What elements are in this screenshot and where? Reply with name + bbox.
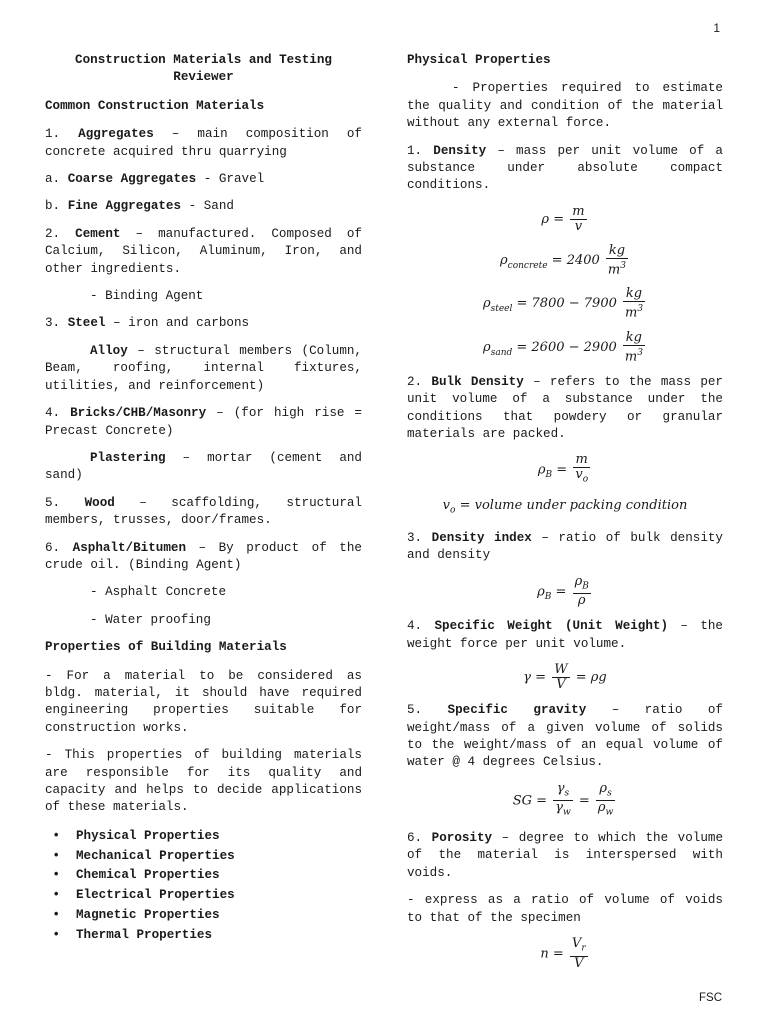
item-steel: 3. Steel – iron and carbons — [45, 316, 250, 331]
note-asphalt-concrete: - Asphalt Concrete — [90, 585, 227, 600]
item-density-index: 3. Density index – ratio of bulk density and density — [407, 531, 723, 563]
properties-heading: Properties of Building Materials — [45, 640, 287, 655]
equation-density: ρ = $\frac{m}{v}$ — [541, 203, 585, 234]
equation-density-steel: $\rho_{steel} = 7800 - 7900$ $\frac{kg}{m^3}$ — [482, 286, 644, 321]
bullet-icon: • — [54, 887, 59, 902]
item-specific-weight: 4. Specific Weight (Unit Weight) – the weight force per unit volume. — [407, 619, 723, 651]
right-column — [407, 52, 723, 981]
item-cement: 2. Cement – manufactured. Composed of Calcium, Silicon, Aluminum, Iron, and other ingredients. — [45, 226, 362, 276]
item-alloy: Alloy – structural members (Column, Beam, roofing, internal fixtures, utilities, and reinforcement) — [45, 343, 362, 393]
item-asphalt: 6. Asphalt/Bitumen – By product of the crude oil. (Binding Agent) — [45, 540, 362, 572]
properties-paragraph-2: - This properties of building materials are responsible for its quality and capacity and helps to decide applications of these materials. — [45, 748, 362, 815]
note-binding-agent: - Binding Agent — [90, 289, 204, 304]
item-aggregates: 1. Aggregates – main composition of concrete acquired thru quarrying — [45, 127, 362, 159]
physical-intro: - Properties required to estimate the quality and condition of the material without any external force. — [407, 81, 723, 131]
page-number: 1 — [713, 21, 720, 35]
equation-porosity: n = $\frac{V_r}{V}$ — [540, 936, 586, 971]
footer-initials: FSC — [699, 992, 722, 1004]
item-bricks: 4. Bricks/CHB/Masonry – (for high rise = Precast Concrete) — [45, 406, 362, 438]
list-item: • Mechanical Properties — [45, 847, 362, 867]
list-item: • Magnetic Properties — [45, 906, 362, 926]
bullet-icon: • — [54, 867, 59, 882]
list-item: • Chemical Properties — [45, 866, 362, 886]
list-item: • Physical Properties — [45, 827, 362, 847]
bullet-icon: • — [54, 907, 59, 921]
left-column — [45, 52, 362, 946]
item-density: 1. Density – mass per unit volume of a substance under absolute compact conditions. — [407, 143, 723, 193]
equation-specific-weight: γ = $\frac{W}{V}$ = ρg — [523, 662, 607, 693]
item-fine-aggregates: b. Fine Aggregates - Sand — [45, 199, 234, 214]
properties-list — [45, 827, 362, 946]
bullet-icon: • — [54, 847, 59, 862]
equation-packing-volume: $v_o$ = volume under packing condition — [442, 498, 688, 516]
list-item: • Electrical Properties — [45, 886, 362, 906]
note-water-proofing: - Water proofing — [90, 612, 211, 627]
porosity-note: - express as a ratio of volume of voids to that of the specimen — [407, 893, 723, 925]
bullet-icon: • — [54, 827, 59, 842]
common-materials-heading: Common Construction Materials — [45, 98, 265, 113]
document-title: Construction Materials and Testing Reviewer — [75, 53, 332, 85]
physical-properties-heading: Physical Properties — [407, 53, 551, 67]
item-porosity: 6. Porosity – degree to which the volume of the material is interspersed with voids. — [407, 831, 723, 880]
item-specific-gravity: 5. Specific gravity – ratio of weight/mass of a given volume of solids to the weight/mass of an equal volume of water @ 4 degrees Celsius. — [407, 703, 723, 770]
bullet-icon: • — [54, 926, 59, 941]
item-plastering: Plastering – mortar (cement and sand) — [45, 450, 362, 483]
equation-density-sand: $\rho_{sand} = 2600 - 2900$ $\frac{kg}{m^3}$ — [483, 329, 643, 364]
equation-density-concrete: $\rho_{concrete} = 2400$ $\frac{kg}{m^3}$ — [500, 242, 626, 278]
item-wood: 5. Wood – scaffolding, structural members, trusses, door/frames. — [45, 495, 362, 528]
item-bulk-density: 2. Bulk Density – refers to the mass per unit volume of a substance under the conditions that powdery or granular materials are packed. — [407, 374, 723, 442]
equation-bulk-density: $\rho_B$ = $\frac{m}{v_o}$ — [537, 452, 589, 486]
item-coarse-aggregates: a. Coarse Aggregates - Gravel — [45, 172, 265, 187]
properties-paragraph-1: - For a material to be considered as bldg. material, it should have required engineering properties suitable for construction works. — [45, 668, 362, 735]
equation-density-index: $\rho_B$ = $\frac{\rho_B}{\rho}$ — [537, 573, 589, 609]
equation-specific-gravity: SG = $\frac{\gamma_s}{\gamma_w}$ = $\frac{\rho_s}{\rho_w}$ — [512, 780, 614, 819]
list-item: • Thermal Properties — [45, 926, 362, 946]
